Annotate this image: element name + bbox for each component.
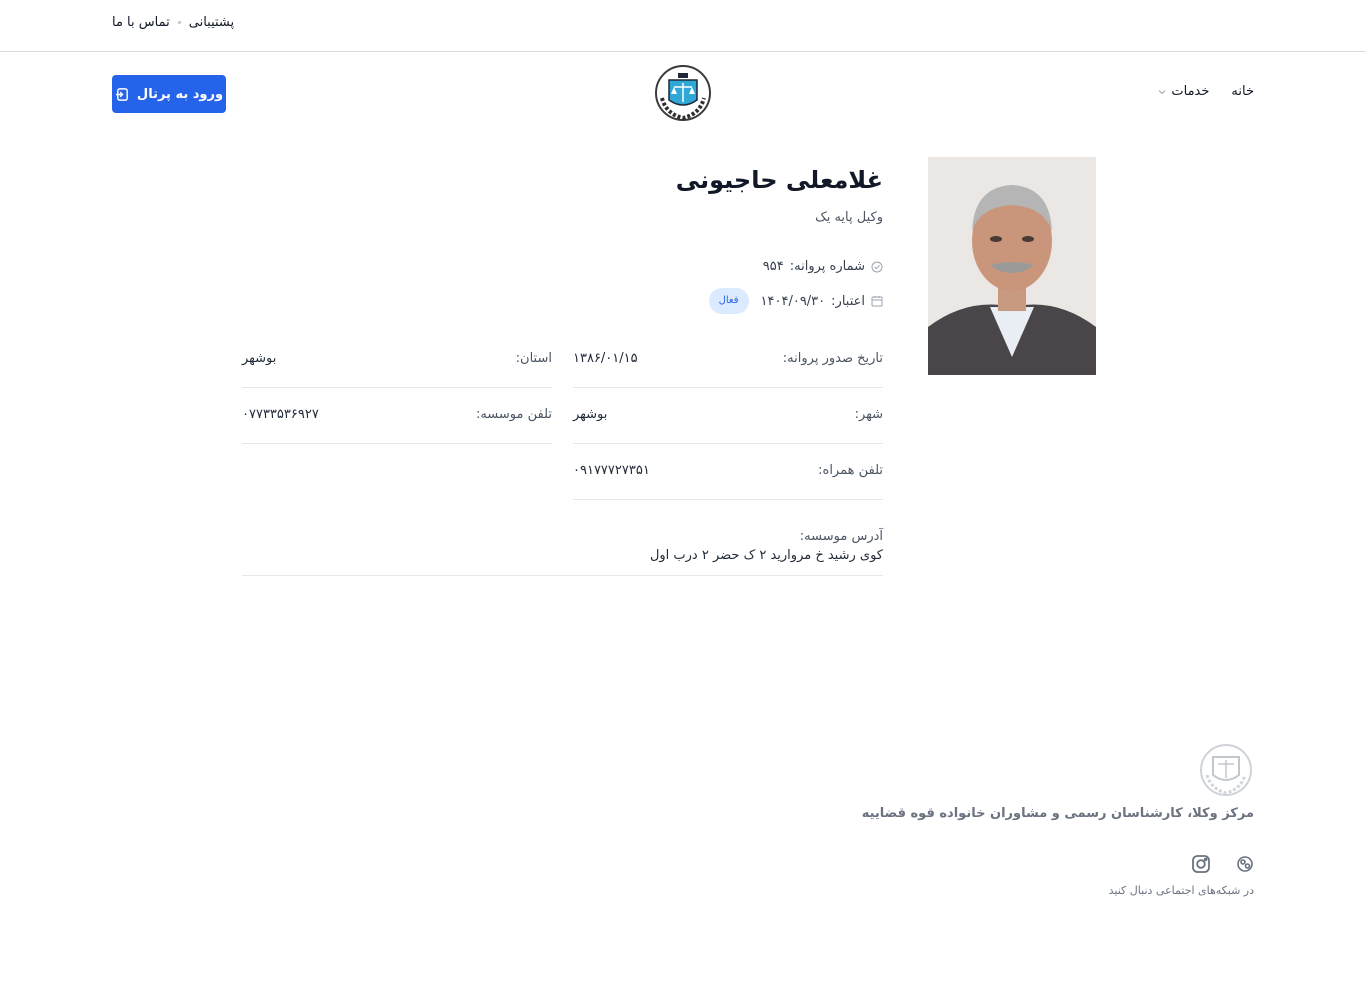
main-nav (1158, 84, 1254, 99)
license-number-value: ۹۵۴ (762, 259, 784, 274)
office-phone-label: تلفن موسسه: (475, 407, 552, 422)
mobile-value: ۰۹۱۷۷۷۲۷۳۵۱ (573, 463, 650, 478)
address-field (242, 520, 883, 576)
judiciary-logo[interactable] (654, 64, 712, 122)
lawyer-title: وکیل پایه یک (815, 210, 883, 225)
lawyer-name: غلامعلی حاجیونی (675, 166, 883, 194)
top-bar (0, 0, 1366, 52)
top-links (112, 15, 234, 30)
province-value: بوشهر (242, 351, 277, 366)
office-phone-value: ۰۷۷۳۳۵۳۶۹۲۷ (242, 407, 319, 422)
mobile-field (573, 444, 883, 500)
issue-date-field (573, 332, 883, 388)
check-circle-icon (871, 261, 883, 273)
validity-value: ۱۴۰۴/۰۹/۳۰ (760, 293, 826, 309)
address-label: آدرس موسسه: (799, 529, 883, 544)
footer-follow-text: در شبکه‌های اجتماعی دنبال کنید (1108, 884, 1254, 897)
bale-icon[interactable] (1234, 853, 1256, 875)
nav-home[interactable] (1231, 84, 1254, 99)
city-value: بوشهر (573, 407, 608, 422)
issue-date-label: تاریخ صدور پروانه: (782, 351, 883, 366)
portrait-image (928, 157, 1096, 375)
contact-link[interactable]: تماس با ما (112, 15, 170, 30)
footer-logo (1199, 743, 1253, 797)
lawyer-photo (928, 157, 1096, 375)
chevron-down-icon (1158, 88, 1166, 96)
office-phone-field (242, 388, 552, 444)
license-number-row (763, 259, 883, 274)
separator-dot (178, 21, 181, 24)
status-badge: فعال (709, 288, 749, 314)
province-field (242, 332, 552, 388)
instagram-icon[interactable] (1190, 853, 1212, 875)
nav-services-label: خدمات (1171, 84, 1210, 99)
issue-date-value: ۱۳۸۶/۰۱/۱۵ (573, 351, 638, 366)
nav-services[interactable] (1158, 84, 1209, 99)
social-links (1190, 853, 1256, 875)
portal-login-button[interactable] (112, 75, 226, 113)
login-icon (115, 87, 130, 102)
portal-login-label: ورود به پرتال (136, 86, 224, 102)
mobile-label: تلفن همراه: (818, 463, 883, 478)
license-number-label: شماره پروانه: (789, 259, 865, 274)
validity-label: اعتبار: (831, 293, 865, 309)
validity-row (709, 288, 883, 314)
footer-org-name: مرکز وکلا، کارشناسان رسمی و مشاوران خانواده قوه قضاییه (861, 806, 1254, 821)
address-value: کوی رشید خ مروارید ۲ ک حضر ۲ درب اول (649, 548, 883, 563)
province-label: استان: (515, 351, 552, 366)
support-link[interactable]: پشتیبانی (188, 15, 235, 30)
city-label: شهر: (854, 407, 883, 422)
city-field (573, 388, 883, 444)
calendar-icon (871, 295, 883, 307)
nav-home-label: خانه (1231, 84, 1254, 99)
